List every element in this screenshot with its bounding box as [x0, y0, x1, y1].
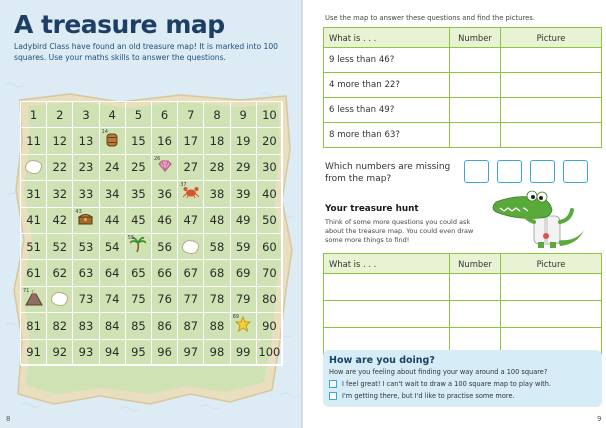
blank-square [21, 155, 47, 181]
number-square: 2 [47, 102, 73, 128]
picture-square [73, 208, 99, 234]
picture-square [126, 234, 152, 260]
number-square: 29 [231, 155, 257, 181]
table-row [324, 301, 602, 328]
number-square: 35 [126, 181, 152, 207]
picture-answer-cell[interactable] [501, 274, 602, 301]
missing-number-box[interactable] [563, 160, 588, 183]
number-square: 81 [21, 313, 47, 339]
number-square: 75 [126, 287, 152, 313]
number-square: 15 [126, 128, 152, 154]
number-square: 77 [178, 287, 204, 313]
blank-square [178, 234, 204, 260]
number-square: 64 [100, 260, 126, 286]
number-square: 30 [257, 155, 283, 181]
number-square: 36 [152, 181, 178, 207]
checkbox[interactable] [329, 380, 337, 388]
picture-answer-cell[interactable] [501, 301, 602, 328]
number-square: 38 [204, 181, 230, 207]
number-square: 20 [257, 128, 283, 154]
number-square: 39 [231, 181, 257, 207]
table-row [324, 73, 602, 98]
picture-square [178, 181, 204, 207]
number-square: 46 [152, 208, 178, 234]
number-square: 8 [204, 102, 230, 128]
square-number: 37 [180, 182, 187, 189]
number-square: 74 [100, 287, 126, 313]
table-row [324, 98, 602, 123]
number-square: 60 [257, 234, 283, 260]
number-square: 45 [126, 208, 152, 234]
number-square: 100 [257, 340, 283, 366]
page-number: 9 [597, 415, 602, 423]
number-square: 16 [152, 128, 178, 154]
self-check-option[interactable]: I feel great! I can't wait to draw a 100 square map to play with. [329, 380, 551, 388]
number-square: 34 [100, 181, 126, 207]
picture-square [152, 155, 178, 181]
number-square: 90 [257, 313, 283, 339]
missing-numbers-question: Which numbers are missing from the map? [325, 162, 451, 184]
missing-number-box[interactable] [530, 160, 555, 183]
number-square: 98 [204, 340, 230, 366]
number-square: 19 [231, 128, 257, 154]
blot-icon [182, 240, 199, 254]
number-answer-cell[interactable] [450, 123, 501, 148]
number-square: 22 [47, 155, 73, 181]
number-square: 42 [47, 208, 73, 234]
question-cell: 8 more than 63? [324, 123, 450, 148]
number-square: 9 [231, 102, 257, 128]
number-square: 66 [152, 260, 178, 286]
blot-icon [51, 292, 68, 306]
picture-answer-cell[interactable] [501, 73, 602, 98]
number-square: 27 [178, 155, 204, 181]
number-square: 5 [126, 102, 152, 128]
table-row [324, 48, 602, 73]
number-square: 50 [257, 208, 283, 234]
square-number: 55 [127, 235, 135, 241]
number-square: 95 [126, 340, 152, 366]
table-row [324, 274, 602, 301]
number-square: 6 [152, 102, 178, 128]
number-square: 3 [73, 102, 99, 128]
question-cell: 4 more than 22? [324, 73, 450, 98]
treasure-hunt-table [323, 253, 602, 355]
number-square: 83 [73, 313, 99, 339]
number-answer-cell[interactable] [450, 274, 501, 301]
number-square: 52 [47, 234, 73, 260]
number-square: 51 [21, 234, 47, 260]
col-header-picture: Picture [501, 254, 602, 274]
number-square: 76 [152, 287, 178, 313]
number-square: 96 [152, 340, 178, 366]
number-square: 67 [178, 260, 204, 286]
number-square: 18 [204, 128, 230, 154]
col-header-picture: Picture [501, 28, 602, 48]
number-square: 41 [21, 208, 47, 234]
missing-number-box[interactable] [497, 160, 522, 183]
number-square: 88 [204, 313, 230, 339]
treasure-hunt-heading: Your treasure hunt [325, 204, 419, 214]
crab-icon [183, 186, 199, 201]
number-square: 33 [73, 181, 99, 207]
number-square: 25 [126, 155, 152, 181]
number-answer-cell[interactable] [450, 48, 501, 73]
number-square: 78 [204, 287, 230, 313]
col-header-number: Number [450, 28, 501, 48]
chest-icon [78, 213, 93, 228]
number-square: 85 [126, 313, 152, 339]
number-square: 68 [204, 260, 230, 286]
number-square: 59 [231, 234, 257, 260]
number-square: 62 [47, 260, 73, 286]
number-square: 13 [73, 128, 99, 154]
how-are-you-doing-panel [323, 350, 602, 407]
page-title: A treasure map [14, 10, 225, 39]
number-square: 48 [204, 208, 230, 234]
number-square: 32 [47, 181, 73, 207]
number-square: 58 [204, 234, 230, 260]
number-square: 65 [126, 260, 152, 286]
question-cell: 6 less than 49? [324, 98, 450, 123]
question-input-cell[interactable] [324, 301, 450, 328]
picture-answer-cell[interactable] [501, 48, 602, 73]
number-square: 47 [178, 208, 204, 234]
questions-table [323, 27, 602, 148]
hundred-square-grid [20, 101, 282, 365]
intro-text: Ladybird Class have found an old treasure map! It is marked into 100 squares. Use your maths skills to answer the questions. [14, 42, 279, 62]
col-header-what: What is . . . [324, 28, 450, 48]
square-number: 14 [101, 129, 108, 136]
number-square: 53 [73, 234, 99, 260]
number-square: 12 [47, 128, 73, 154]
number-square: 80 [257, 287, 283, 313]
picture-answer-cell[interactable] [501, 98, 602, 123]
number-square: 94 [100, 340, 126, 366]
number-answer-cell[interactable] [450, 98, 501, 123]
number-square: 54 [100, 234, 126, 260]
number-square: 63 [73, 260, 99, 286]
question-input-cell[interactable] [324, 274, 450, 301]
number-square: 4 [100, 102, 126, 128]
missing-number-box[interactable] [464, 160, 489, 183]
square-number: 89 [232, 314, 239, 321]
crocodile-mascot-icon [488, 188, 586, 250]
checkbox[interactable] [329, 392, 337, 400]
number-square: 99 [231, 340, 257, 366]
number-square: 40 [257, 181, 283, 207]
number-square: 23 [73, 155, 99, 181]
number-square: 73 [73, 287, 99, 313]
number-square: 17 [178, 128, 204, 154]
number-answer-cell[interactable] [450, 73, 501, 98]
number-square: 91 [21, 340, 47, 366]
square-number: 26 [154, 155, 161, 162]
number-square: 69 [231, 260, 257, 286]
picture-square [231, 313, 257, 339]
number-square: 49 [231, 208, 257, 234]
number-square: 56 [152, 234, 178, 260]
col-header-number: Number [450, 254, 501, 274]
number-square: 82 [47, 313, 73, 339]
picture-square [21, 287, 47, 313]
number-square: 1 [21, 102, 47, 128]
instructions: Use the map to answer these questions and find the pictures. [325, 14, 535, 22]
number-square: 44 [100, 208, 126, 234]
self-check-question: How are you feeling about finding your way around a 100 square? [329, 368, 548, 376]
square-number: 71 [23, 287, 30, 294]
number-square: 79 [231, 287, 257, 313]
number-square: 97 [178, 340, 204, 366]
right-page [303, 0, 606, 428]
number-square: 87 [178, 313, 204, 339]
blot-icon [25, 160, 42, 174]
number-square: 31 [21, 181, 47, 207]
table-row [324, 123, 602, 148]
treasure-hunt-text: Think of some more questions you could ask about the treasure map. You could even draw some more things to find! [325, 218, 474, 244]
page-number: 8 [6, 415, 11, 423]
number-square: 24 [100, 155, 126, 181]
number-square: 10 [257, 102, 283, 128]
blank-square [47, 287, 73, 313]
question-cell: 9 less than 46? [324, 48, 450, 73]
picture-square [100, 128, 126, 154]
number-square: 84 [100, 313, 126, 339]
number-square: 86 [152, 313, 178, 339]
picture-answer-cell[interactable] [501, 123, 602, 148]
self-check-option[interactable]: I'm getting there, but I'd like to practise some more. [329, 392, 515, 400]
number-square: 92 [47, 340, 73, 366]
number-square: 70 [257, 260, 283, 286]
number-square: 93 [73, 340, 99, 366]
number-answer-cell[interactable] [450, 301, 501, 328]
square-number: 43 [75, 208, 82, 215]
col-header-what: What is . . . [324, 254, 450, 274]
panel-title: How are you doing? [329, 355, 435, 366]
number-square: 61 [21, 260, 47, 286]
number-square: 11 [21, 128, 47, 154]
gem-icon [158, 160, 172, 175]
number-square: 28 [204, 155, 230, 181]
number-square: 7 [178, 102, 204, 128]
